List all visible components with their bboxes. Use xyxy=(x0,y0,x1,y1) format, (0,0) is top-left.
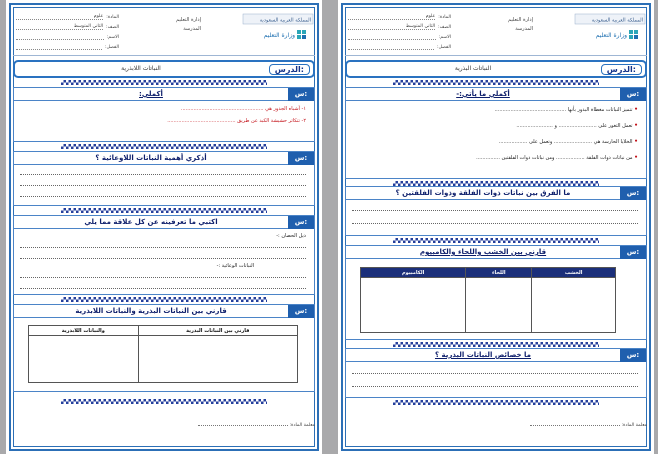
field-subject: المادة: علوم xyxy=(13,12,119,22)
signature-row: معلمة المادة: xyxy=(13,420,315,432)
question-label: س: xyxy=(620,187,646,200)
complete-item: • تتميز النباتات مغطاة البذور بأنها ............................................. xyxy=(494,106,638,113)
answer-line[interactable] xyxy=(20,185,306,186)
table-cell[interactable] xyxy=(361,278,466,333)
lesson-label: الدرس: xyxy=(601,64,642,75)
svg-text:المملكة العربية السعودية: المملكة العربية السعودية xyxy=(591,17,643,24)
divider xyxy=(61,144,267,149)
complete-item: • من نباتات ذوات الفلقة .................. ومن نباتات ذوات الفلقتين ............... xyxy=(476,154,638,161)
table-header: الخشب xyxy=(532,268,616,278)
complete-item: ٢- تتكاثر حشيشة الكبد عن طريق ........................................... xyxy=(167,118,306,124)
question-compare xyxy=(13,304,315,392)
divider xyxy=(393,342,599,347)
comparison-table xyxy=(360,267,616,333)
table-cell[interactable] xyxy=(532,278,616,333)
question-characteristics xyxy=(345,348,647,398)
signature-row: معلمة المادة: xyxy=(345,420,647,432)
question-label: س: xyxy=(288,305,314,318)
divider xyxy=(61,80,267,85)
answer-line[interactable] xyxy=(20,258,306,259)
question-title: ما خصائص النباتات البذرية ؟ xyxy=(434,351,531,359)
divider xyxy=(393,80,599,85)
answer-line[interactable] xyxy=(20,277,306,278)
header-fields xyxy=(13,12,119,52)
department-info: إدارة التعليم المدرسة xyxy=(176,17,201,32)
field-class: الفصل: xyxy=(345,42,451,52)
question-compare xyxy=(345,245,647,340)
answer-line[interactable] xyxy=(352,223,638,224)
divider xyxy=(61,208,267,213)
lesson-title: النباتات اللابذرية xyxy=(121,65,161,72)
question-complete xyxy=(13,87,315,142)
table-cell[interactable] xyxy=(138,336,297,383)
table-header: الكامبيوم xyxy=(361,268,466,278)
svg-text:وزارة التعليم: وزارة التعليم xyxy=(595,32,627,39)
answer-line[interactable] xyxy=(352,210,638,211)
question-title: اكتبي ما تعرفينه عن كل علاقة مما يلي xyxy=(84,218,218,226)
answer-line[interactable] xyxy=(20,174,306,175)
question-importance xyxy=(13,151,315,206)
field-name: الاسم: xyxy=(345,32,451,42)
field-grade: الصف: الثاني المتوسط xyxy=(13,22,119,32)
header xyxy=(13,10,315,56)
header xyxy=(345,10,647,56)
question-label: س: xyxy=(288,216,314,229)
question-title: ما الفرق بين نباتات ذوات الفلقة وذوات الفلقتين ؟ xyxy=(395,189,571,197)
question-title: قارني بين النباتات البذرية والنباتات اللابذرية xyxy=(75,307,227,315)
field-name: الاسم: xyxy=(13,32,119,42)
answer-line[interactable] xyxy=(20,247,306,248)
complete-item: • الخلايا الحارسة هي ........................ وتعمل على .................. xyxy=(498,138,638,145)
question-label: س: xyxy=(288,152,314,165)
divider xyxy=(393,400,599,405)
svg-text:المملكة العربية السعودية: المملكة العربية السعودية xyxy=(259,17,311,24)
question-complete xyxy=(345,87,647,179)
worksheet-page-seed xyxy=(338,0,654,454)
complete-item: ١- أشباه الجذور هي .................................................... xyxy=(180,106,306,112)
ministry-logo xyxy=(545,12,647,52)
comparison-table xyxy=(28,325,298,383)
lesson-bar xyxy=(13,60,315,78)
question-label: س: xyxy=(620,349,646,362)
question-define xyxy=(13,215,315,295)
table-header: اللحاء xyxy=(466,268,532,278)
question-label: س: xyxy=(288,88,314,101)
answer-line[interactable] xyxy=(20,288,306,289)
question-label: س: xyxy=(620,88,646,101)
divider xyxy=(393,238,599,243)
ministry-logo xyxy=(213,12,315,52)
answer-line[interactable] xyxy=(352,386,638,387)
department-info: إدارة التعليم المدرسة xyxy=(508,17,533,32)
worksheet-page-seedless xyxy=(6,0,322,454)
question-title: أكملي: xyxy=(139,90,163,98)
table-header: والنباتات اللابذرية xyxy=(29,326,139,336)
table-header: قارني بين النباتات البذرية xyxy=(138,326,297,336)
term-label: ذيل الحصان :- xyxy=(276,233,306,239)
question-difference xyxy=(345,186,647,236)
answer-line[interactable] xyxy=(20,196,306,197)
lesson-label: الدرس: xyxy=(269,64,310,75)
field-class: الفصل: xyxy=(13,42,119,52)
header-fields xyxy=(345,12,451,52)
lesson-bar xyxy=(345,60,647,78)
term-label: النباتات الوعائية :- xyxy=(216,263,254,269)
table-cell[interactable] xyxy=(466,278,532,333)
field-subject: المادة: علوم xyxy=(345,12,451,22)
question-label: س: xyxy=(620,246,646,259)
field-grade: الصف: الثاني المتوسط xyxy=(345,22,451,32)
question-title: قارني بين الخشب واللحاء والكامبيوم xyxy=(419,248,547,256)
lesson-title: النباتات البذرية xyxy=(454,65,492,72)
complete-item: • تعمل الثغور على ........................ و ....................... xyxy=(516,122,638,129)
table-cell[interactable] xyxy=(29,336,139,383)
svg-text:وزارة التعليم: وزارة التعليم xyxy=(263,32,295,39)
divider xyxy=(61,297,267,302)
answer-line[interactable] xyxy=(352,373,638,374)
divider xyxy=(61,399,267,404)
question-title: أكملي ما يأتي:- xyxy=(456,90,510,98)
question-title: أذكري أهمية النباتات اللاوعائية ؟ xyxy=(95,154,207,162)
